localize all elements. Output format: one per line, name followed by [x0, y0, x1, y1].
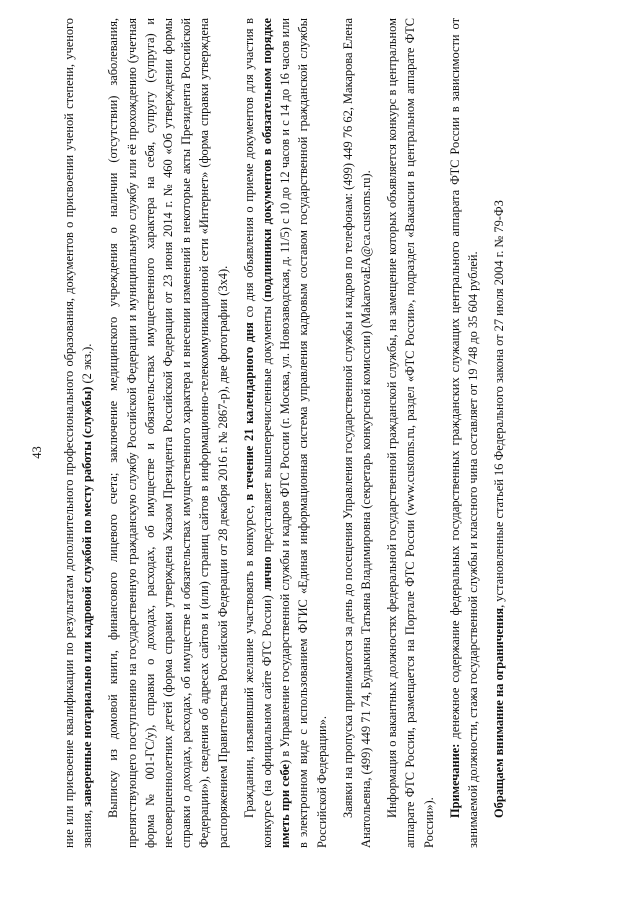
- bold-text: подлинники документов в обязательном порядке иметь при себе: [260, 17, 293, 848]
- document-body: [60, 18, 516, 848]
- paragraph-diploma-docs: [60, 18, 96, 848]
- text-run: , установленные статьей 16 Федерального закона от 27 июля 2004 г. № 79-ФЗ: [492, 200, 507, 608]
- paragraph-pass-requests: [339, 18, 375, 848]
- paragraph-salary-note: [446, 18, 482, 848]
- text-run: ние или присвоение квалификации по результатам дополнительного профессионального образования, документов о присвоении ученой степени, ученого звания,: [62, 18, 95, 848]
- text-run: Выписку из домовой книги, финансового лицевого счета; заключение медицинского учреждения о наличии (отсутствии) заболевания, препятствующего поступлению на государственную гражданскую службу Российской Федерации и муниципальную службу или её прохождению (учетная форма № 001-ГС/у), справки о доходах, расходах, об имуществе и обязательствах имущественного характера на себя, супругу (супруга) и несовершеннолетних детей (форма справки утверждена Указом Президента Российской Федерации от 23 июня 2014 г. № 460 «Об утверждении формы справки о доходах, расходах, об имуществе и обязательствах имущественного характера и внесении изменений в некоторые акты Президента Российской Федерации»), сведения об адресах сайтов и (или) страниц сайтов в информационно-телекоммуникационной сети «Интернет» (форма справки утверждена распоряжением Правительства Российской Федерации от 28 декабря 2016 г. № 2867-р), две фотографии (3х4).: [106, 18, 230, 848]
- bold-text: Обращаем внимание на ограничения: [492, 607, 507, 818]
- text-run: со дня объявления о приеме документов для участия в конкурсе (на официальном сайте ФТС России): [241, 18, 275, 848]
- bold-text: в течение 21 календарного дня: [241, 322, 256, 501]
- text-run: Гражданин, изъявивший желание участвовать в конкурсе,: [241, 500, 256, 818]
- page-number: 43: [30, 446, 44, 459]
- bold-text: заверенные нотариально или кадровой службой по месту работы (службы): [80, 386, 95, 807]
- paragraph-restrictions: [490, 18, 508, 848]
- text-run: Информация о вакантных должностях федеральной государственной гражданской службы, на замещение которых объявляется конкурс в центральном аппарате ФТС России, размещается на Портале ФТС России (www.customs.ru, раздел «ФТС России», подраздел «Вакансии в центральном аппарате ФТС России»).: [385, 18, 436, 848]
- text-run: Заявки на пропуска принимаются за день до посещения Управления государственной службы и кадров по телефонам: (499) 449 76 62, Макарова Елена Анатольевна, (499) 449 71 74, Будыкина Татьяна Владимировна (секретарь конкурсной комиссии) (MakarovaEA@ca.customs.ru).: [340, 18, 374, 848]
- bold-text: лично: [260, 556, 275, 591]
- paragraph-documents-list: [104, 18, 231, 848]
- paragraph-submission: [240, 18, 331, 848]
- text-run: (2 экз.).: [80, 343, 95, 387]
- text-run: представляет вышеперечисленные документы (: [260, 297, 275, 557]
- bold-text: Примечание:: [447, 743, 462, 818]
- text-run: ) в Управление государственной службы и кадров ФТС России (г. Москва, ул. Новозаводская, д. 11/5) с 10 до 12 часов и с 14 до 16 часов или в электронном виде с использованием ФГИС «Единая информационная система управления кадровым составом государственной гражданской службы Российской Федерации».: [278, 18, 329, 848]
- paragraph-vacancies-info: [383, 18, 438, 848]
- text-run: денежное содержание федеральных государственных гражданских служащих центрального аппарата ФТС России в зависимости от занимаемой должности, стажа государственной службы и классного чина составляет от 19 748 до 35 604 рублей.: [447, 18, 481, 848]
